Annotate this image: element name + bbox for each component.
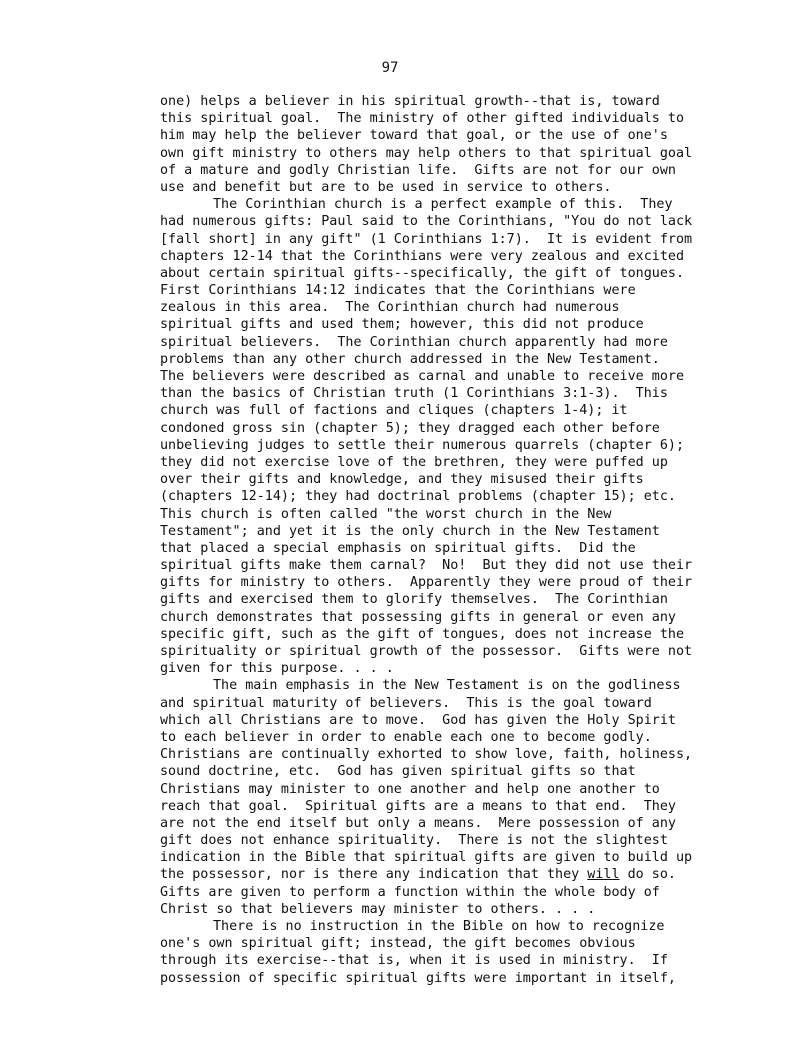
text-line: spirituality or spiritual growth of the possessor. Gifts were not xyxy=(160,644,693,659)
text-line: had numerous gifts: Paul said to the Corinthians, "You do not lack xyxy=(160,214,693,230)
text-line: about certain spiritual gifts--specifically, the gift of tongues. xyxy=(160,265,685,281)
text-line: spiritual gifts make them carnal? No! But they did not use their xyxy=(160,558,693,574)
page-number: 97 xyxy=(381,60,399,76)
text-line: use and benefit but are to be used in service to others. xyxy=(160,179,612,195)
body-text xyxy=(160,93,760,987)
text-line: gift does not enhance spirituality. There is not the slightest xyxy=(160,833,668,849)
text-line: given for this purpose. . . . xyxy=(160,661,394,677)
text-line: condoned gross sin (chapter 5); they dragged each other before xyxy=(160,420,660,436)
text-segment: do so. xyxy=(619,867,676,883)
text-line: this spiritual goal. The ministry of other gifted individuals to xyxy=(160,111,685,127)
text-line: which all Christians are to move. God has given the Holy Spirit xyxy=(160,712,676,728)
text-line: reach that goal. Spiritual gifts are a means to that end. They xyxy=(160,798,676,814)
text-line: chapters 12-14 that the Corinthians were very zealous and excited xyxy=(160,248,685,264)
text-line: are not the end itself but only a means. Mere possession of any xyxy=(160,815,676,831)
text-line: The main emphasis in the New Testament is on the godliness xyxy=(213,678,681,694)
text-line: one's own spiritual gift; instead, the gift becomes obvious xyxy=(160,936,636,952)
text-line: to each believer in order to enable each one to become godly. xyxy=(160,729,652,745)
text-line: one) helps a believer in his spiritual growth--that is, toward xyxy=(160,94,660,109)
text-line: over their gifts and knowledge, and they misused their gifts xyxy=(160,472,644,488)
text-line: Christians may minister to one another and help one another to xyxy=(160,781,660,797)
text-line: sound doctrine, etc. God has given spiritual gifts so that xyxy=(160,764,636,780)
text-line: Testament"; and yet it is the only church in the New Testament xyxy=(160,523,660,539)
text-line xyxy=(160,866,760,883)
text-line: they did not exercise love of the brethren, they were puffed up xyxy=(160,454,668,470)
text-line: specific gift, such as the gift of tongues, does not increase the xyxy=(160,626,685,642)
text-line: church demonstrates that possessing gifts in general or even any xyxy=(160,609,676,625)
text-line: gifts for ministry to others. Apparently they were proud of their xyxy=(160,575,693,591)
text-line: him may help the believer toward that goal, or the use of one's xyxy=(160,128,668,144)
text-line: The Corinthian church is a perfect example of this. They xyxy=(213,197,673,213)
text-line: Gifts are given to perform a function within the whole body of xyxy=(160,884,660,900)
text-line: indication in the Bible that spiritual gifts are given to build up xyxy=(160,850,693,866)
text-line: through its exercise--that is, when it is used in ministry. If xyxy=(160,953,668,969)
text-line: unbelieving judges to settle their numerous quarrels (chapter 6); xyxy=(160,437,685,453)
text-segment: the possessor, nor is there any indication that they xyxy=(160,867,588,883)
text-line: problems than any other church addressed in the New Testament. xyxy=(160,351,660,367)
text-line: There is no instruction in the Bible on how to recognize xyxy=(213,919,665,934)
text-line: zealous in this area. The Corinthian church had numerous xyxy=(160,300,620,316)
text-line: spiritual believers. The Corinthian church apparently had more xyxy=(160,334,668,350)
text-line: possession of specific spiritual gifts were important in itself, xyxy=(160,970,676,986)
text-line: This church is often called "the worst church in the New xyxy=(160,506,612,522)
text-line: church was full of factions and cliques (chapters 1-4); it xyxy=(160,403,628,419)
text-line: The believers were described as carnal and unable to receive more xyxy=(160,369,685,384)
underlined-word: will xyxy=(587,867,620,883)
text-line: and spiritual maturity of believers. This is the goal toward xyxy=(160,695,652,711)
text-line: Christ so that believers may minister to others. . . . xyxy=(160,901,596,917)
text-line: spiritual gifts and used them; however, this did not produce xyxy=(160,317,644,333)
text-line: First Corinthians 14:12 indicates that the Corinthians were xyxy=(160,283,636,299)
text-line: (chapters 12-14); they had doctrinal problems (chapter 15); etc. xyxy=(160,489,676,505)
text-line: than the basics of Christian truth (1 Corinthians 3:1-3). This xyxy=(160,386,668,402)
text-line: that placed a special emphasis on spiritual gifts. Did the xyxy=(160,540,636,556)
text-line: [fall short] in any gift" (1 Corinthians 1:7). It is evident from xyxy=(160,231,693,247)
text-line: gifts and exercised them to glorify themselves. The Corinthian xyxy=(160,592,668,608)
text-line: Christians are continually exhorted to show love, faith, holiness, xyxy=(160,747,693,763)
text-line: of a mature and godly Christian life. Gifts are not for our own xyxy=(160,162,676,178)
text-line: own gift ministry to others may help others to that spiritual goal xyxy=(160,145,693,161)
